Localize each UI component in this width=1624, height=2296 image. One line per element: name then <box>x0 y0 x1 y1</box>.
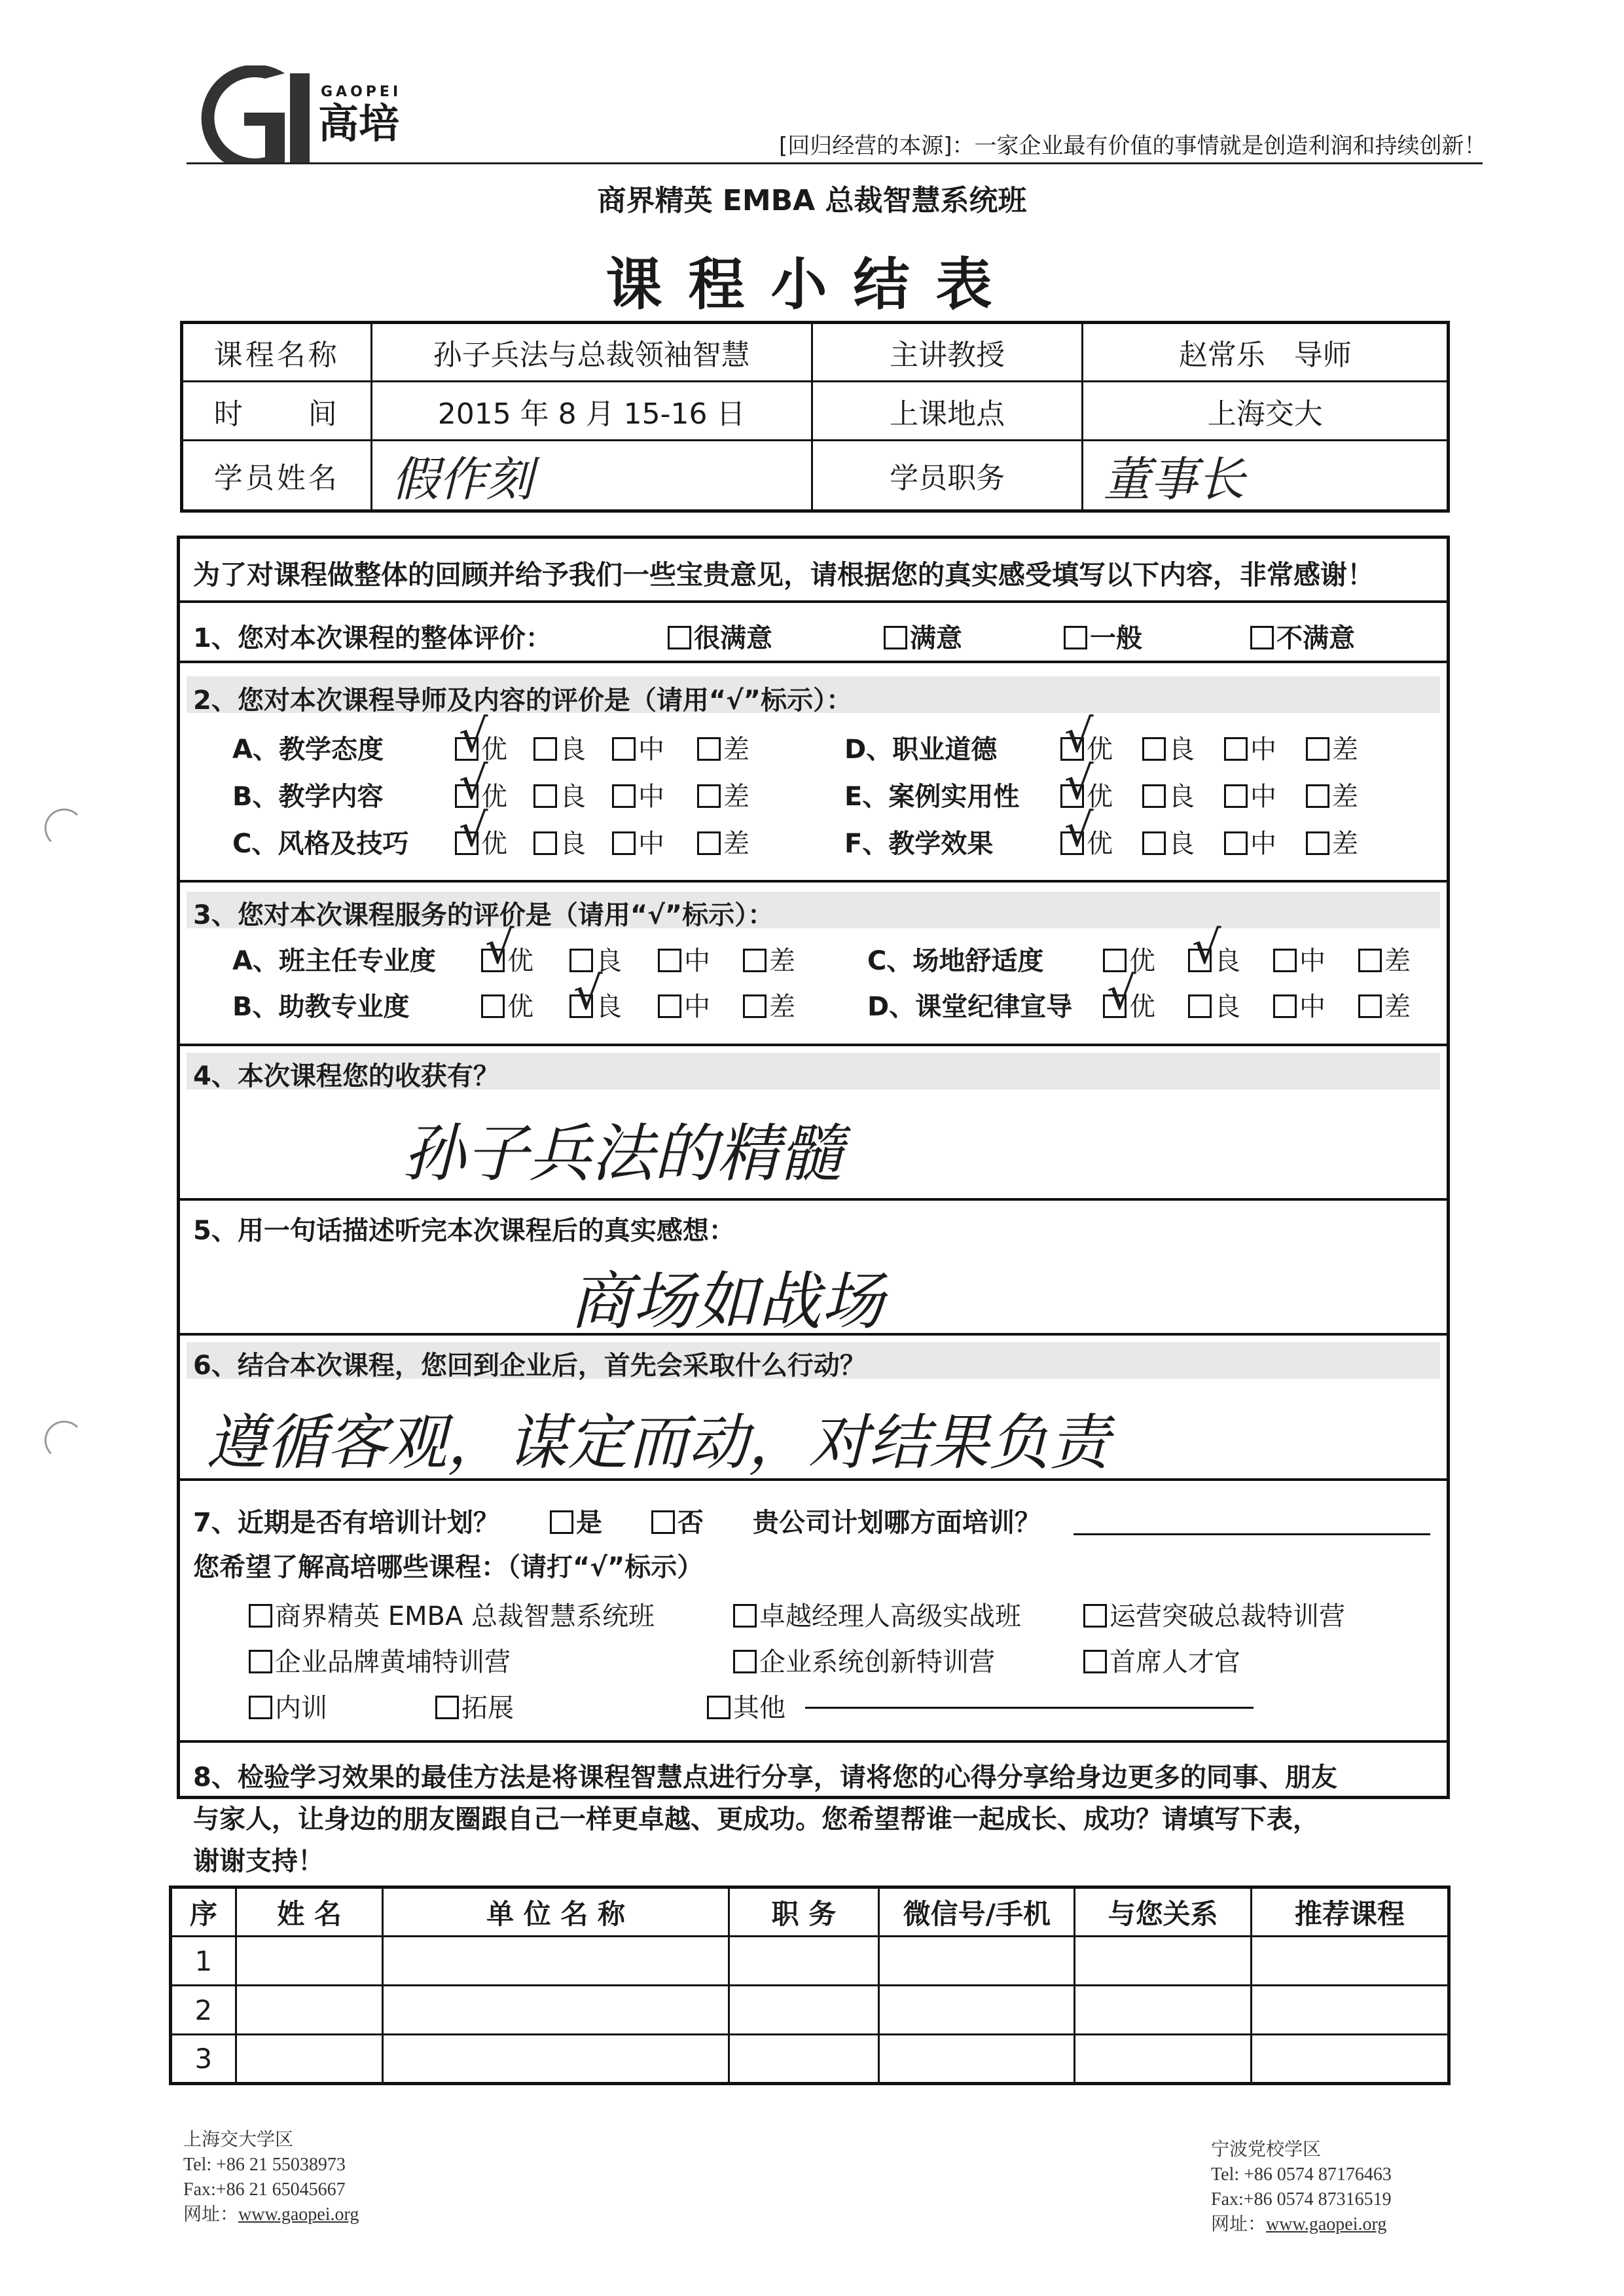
info-row <box>182 441 1449 511</box>
checkbox[interactable] <box>1358 949 1382 972</box>
q2-grade-option[interactable]: 中 <box>612 823 664 860</box>
referral-row <box>171 1986 1449 2035</box>
q3-grade-option[interactable]: 良 <box>569 940 622 977</box>
q3-grade-option[interactable]: 中 <box>658 986 710 1023</box>
q2-item-label: F、教学效果 <box>844 829 994 859</box>
checkbox[interactable] <box>697 737 721 761</box>
survey-section <box>177 536 1450 1876</box>
q2-row <box>180 663 1447 883</box>
student-name-label: 学员姓名 <box>182 441 372 511</box>
q3-item-label: A、班主任专业度 <box>232 946 436 976</box>
q3-item-label: D、课堂纪律宣导 <box>867 992 1073 1022</box>
q1-label: 1、您对本次课程的整体评价： <box>193 623 552 653</box>
professor-value[interactable]: 赵常乐 导师 <box>1083 323 1449 382</box>
referral-cell[interactable] <box>729 1986 878 2035</box>
checkbox[interactable] <box>697 784 721 808</box>
q2-grade-option[interactable]: 差 <box>697 823 749 860</box>
referral-cell[interactable] <box>383 2035 729 2084</box>
q1-row <box>180 603 1447 663</box>
referral-row-index: 1 <box>171 1937 236 1986</box>
q3-grade-option[interactable]: 差 <box>743 940 795 977</box>
q3-grade-option[interactable]: 中 <box>1273 986 1326 1023</box>
handwritten-check-mark: √ <box>485 920 514 974</box>
q7-course-option[interactable]: 其他 <box>707 1687 785 1724</box>
location-value[interactable]: 上海交大 <box>1083 382 1449 441</box>
survey-intro-row <box>180 539 1447 603</box>
q2-grade-option[interactable]: 良 <box>533 729 586 766</box>
q3-grade-option[interactable]: 中 <box>658 940 710 977</box>
col-header-recommended-course: 推荐课程 <box>1251 1887 1449 1937</box>
q4-label: 4、本次课程您的收获有？ <box>193 1061 499 1091</box>
footer-left-tel: Tel: +86 21 55038973 <box>183 2155 346 2175</box>
referral-cell[interactable] <box>1075 2035 1251 2084</box>
q7-course-option[interactable]: 企业品牌黄埔特训营 <box>249 1641 511 1679</box>
referral-row <box>171 2035 1449 2084</box>
q7-course-option[interactable]: 首席人才官 <box>1083 1641 1240 1679</box>
gaopei-logo <box>187 65 448 170</box>
punch-hole <box>45 1421 84 1460</box>
q8-line: 8、检验学习效果的最佳方法是将课程智慧点进行分享，请将您的心得分享给身边更多的同事、朋友 <box>193 1762 1337 1793</box>
checkbox[interactable] <box>249 1650 272 1673</box>
footer-right-tel: Tel: +86 0574 87176463 <box>1211 2164 1392 2185</box>
q3-grade-option[interactable]: 优 <box>481 986 533 1023</box>
handwritten-check-mark: √ <box>459 709 488 763</box>
handwritten-check-mark: √ <box>1107 966 1136 1020</box>
course-series-title: 商界精英 EMBA 总裁智慧系统班 <box>597 184 1027 217</box>
checkbox[interactable] <box>884 626 907 649</box>
q2-grade-option[interactable]: 中 <box>612 776 664 813</box>
q4-row <box>180 1046 1447 1201</box>
checkbox[interactable] <box>743 994 767 1018</box>
handwritten-check-mark: √ <box>1064 709 1094 763</box>
q3-grade-option[interactable]: 良 <box>1188 986 1240 1023</box>
checkbox[interactable] <box>533 784 557 808</box>
checkbox[interactable] <box>668 626 691 649</box>
q7-course-option[interactable]: 卓越经理人高级实战班 <box>733 1595 1021 1633</box>
checkbox[interactable] <box>612 831 636 855</box>
q8-line: 谢谢支持！ <box>193 1846 324 1876</box>
q2-item-label: D、职业道德 <box>844 735 998 765</box>
q2-item-label: E、案例实用性 <box>844 782 1020 812</box>
referral-cell[interactable] <box>383 1986 729 2035</box>
q6-label: 6、结合本次课程，您回到企业后，首先会采取什么行动？ <box>193 1351 866 1381</box>
checkbox[interactable] <box>249 1604 272 1628</box>
col-header-index: 序 <box>171 1887 236 1937</box>
form-title: 课程小结表 <box>605 252 1019 318</box>
q3-grade-option[interactable]: 差 <box>1358 986 1411 1023</box>
checkbox[interactable] <box>612 737 636 761</box>
checkbox[interactable] <box>481 994 505 1018</box>
q7-course-option[interactable]: 商界精英 EMBA 总裁智慧系统班 <box>249 1595 655 1633</box>
q2-item-label: C、风格及技巧 <box>232 829 409 859</box>
q3-grade-option[interactable]: 优 <box>1103 986 1155 1023</box>
checkbox[interactable] <box>1142 784 1166 808</box>
checkbox[interactable] <box>533 831 557 855</box>
checkbox[interactable] <box>1224 831 1248 855</box>
q7-course-option[interactable]: 拓展 <box>435 1687 514 1724</box>
q1-option-satisfied[interactable]: 满意 <box>884 617 962 655</box>
time-value[interactable]: 2015 年 8 月 15-16 日 <box>371 382 812 441</box>
q5-label: 5、用一句话描述听完本次课程后的真实感想： <box>193 1216 735 1246</box>
handwritten-check-mark: √ <box>459 756 488 810</box>
q2-grade-option[interactable]: 差 <box>1306 823 1358 860</box>
q8-line: 与家人，让身边的朋友圈跟自己一样更卓越、更成功。您希望帮谁一起成长、成功？请填写下表， <box>193 1804 1319 1834</box>
q3-grade-option[interactable]: 优 <box>1103 940 1155 977</box>
q2-grade-option[interactable]: 良 <box>1142 776 1195 813</box>
footer-right-fax: Fax:+86 0574 87316519 <box>1211 2189 1392 2210</box>
footer-left-web: 网址：www.gaopei.org <box>183 2204 359 2225</box>
q2-grade-option[interactable]: 中 <box>1224 823 1276 860</box>
q3-row <box>180 883 1447 1046</box>
checkbox[interactable] <box>658 949 681 972</box>
checkbox[interactable] <box>743 949 767 972</box>
q3-grade-option[interactable]: 优 <box>481 940 533 977</box>
q6-row <box>180 1336 1447 1481</box>
q2-grade-option[interactable]: 优 <box>455 729 507 766</box>
q3-grade-option[interactable]: 差 <box>1358 940 1411 977</box>
q5-handwritten-answer[interactable]: 商场如战场 <box>569 1265 884 1338</box>
q2-grade-option[interactable]: 差 <box>697 729 749 766</box>
q2-grade-option[interactable]: 中 <box>1224 776 1276 813</box>
q7-option-yes[interactable]: 是 <box>550 1502 602 1539</box>
header-divider <box>187 162 1483 164</box>
q3-item-label: C、场地舒适度 <box>867 946 1044 976</box>
checkbox[interactable] <box>1083 1604 1107 1628</box>
q1-option-very-satisfied[interactable]: 很满意 <box>668 617 772 655</box>
q8-prompt <box>193 1757 1337 1882</box>
q5-row <box>180 1201 1447 1336</box>
checkbox[interactable] <box>707 1696 731 1719</box>
slogan: [回归经营的本源]：一家企业最有价值的事情就是创造利润和持续创新！ <box>779 133 1487 159</box>
q2-grade-option[interactable]: 差 <box>1306 776 1358 813</box>
checkbox[interactable] <box>651 1510 675 1534</box>
referral-body <box>171 1937 1449 2084</box>
checkbox[interactable] <box>1250 626 1274 649</box>
student-name-handwritten[interactable]: 假作刻 <box>371 441 812 511</box>
checkbox[interactable] <box>249 1696 272 1719</box>
checkbox[interactable] <box>612 784 636 808</box>
checkbox[interactable] <box>1224 784 1248 808</box>
q2-grade-option[interactable]: 良 <box>533 823 586 860</box>
checkbox[interactable] <box>1142 831 1166 855</box>
checkbox[interactable] <box>1306 831 1329 855</box>
logo-text-en: GAOPEI <box>321 84 402 100</box>
referral-row <box>171 1937 1449 1986</box>
q7-plan-answer-line[interactable] <box>1074 1533 1430 1535</box>
footer-left <box>183 2128 359 2227</box>
q2-grade-option[interactable]: 优 <box>1060 776 1113 813</box>
referral-cell[interactable] <box>236 2035 382 2084</box>
q7-course-option[interactable]: 内训 <box>249 1687 327 1724</box>
referral-cell[interactable] <box>879 1986 1075 2035</box>
q7-plan-question: 贵公司计划哪方面培训？ <box>753 1508 1041 1538</box>
handwritten-check-mark: √ <box>459 803 488 857</box>
q6-handwritten-answer[interactable]: 遵循客观，谋定而动，对结果负责 <box>206 1408 1110 1478</box>
q1-option-average[interactable]: 一般 <box>1064 617 1142 655</box>
checkbox[interactable] <box>1273 949 1297 972</box>
location-label: 上课地点 <box>812 382 1083 441</box>
q2-grade-option[interactable]: 差 <box>1306 729 1358 766</box>
col-header-name: 姓 名 <box>236 1887 382 1937</box>
q2-item-label: A、教学态度 <box>232 735 384 765</box>
q3-grade-option[interactable]: 差 <box>743 986 795 1023</box>
referral-cell[interactable] <box>1251 1937 1449 1986</box>
referral-row-index: 3 <box>171 2035 236 2084</box>
logo-text-cn: 高培 <box>318 100 400 147</box>
q2-grade-option[interactable]: 优 <box>455 776 507 813</box>
handwritten-check-mark: √ <box>1064 803 1094 857</box>
handwritten-check-mark: √ <box>1192 920 1221 974</box>
referral-cell[interactable] <box>879 2035 1075 2084</box>
info-row <box>182 323 1449 382</box>
course-name-label: 课程名称 <box>182 323 372 382</box>
checkbox[interactable] <box>1306 784 1329 808</box>
referral-header-row <box>171 1887 1449 1937</box>
referral-cell[interactable] <box>383 1937 729 1986</box>
q2-grade-option[interactable]: 良 <box>1142 823 1195 860</box>
course-info-table <box>180 321 1450 513</box>
checkbox[interactable] <box>1224 737 1248 761</box>
q7-course-option[interactable]: 运营突破总裁特训营 <box>1083 1595 1345 1633</box>
footer-left-fax: Fax:+86 21 65045667 <box>183 2179 346 2200</box>
col-header-wechat-phone: 微信号/手机 <box>879 1887 1075 1937</box>
q7-row <box>180 1481 1447 1743</box>
q7-course-option[interactable]: 企业系统创新特训营 <box>733 1641 995 1679</box>
q3-item-label: B、助教专业度 <box>232 992 410 1022</box>
q7-option-no[interactable]: 否 <box>651 1502 704 1539</box>
checkbox[interactable] <box>733 1604 757 1628</box>
handwritten-check-mark: √ <box>1064 756 1094 810</box>
checkbox[interactable] <box>435 1696 459 1719</box>
survey-intro: 为了对课程做整体的回顾并给予我们一些宝贵意见，请根据您的真实感受填写以下内容，非常感谢！ <box>193 559 1374 591</box>
q7-label: 7、近期是否有培训计划？ <box>193 1508 499 1538</box>
col-header-company: 单 位 名 称 <box>383 1887 729 1937</box>
q2-grade-option[interactable]: 中 <box>612 729 664 766</box>
q2-grade-option[interactable]: 良 <box>533 776 586 813</box>
referral-cell[interactable] <box>879 1937 1075 1986</box>
student-position-handwritten[interactable]: 董事长 <box>1083 441 1449 511</box>
referral-cell[interactable] <box>1251 1986 1449 2035</box>
referral-row-index: 2 <box>171 1986 236 2035</box>
checkbox[interactable] <box>1273 994 1297 1018</box>
q2-grade-option[interactable]: 优 <box>455 823 507 860</box>
punch-hole <box>45 809 84 848</box>
checkbox[interactable] <box>1188 994 1212 1018</box>
q3-grade-option[interactable]: 良 <box>569 986 622 1023</box>
referral-cell[interactable] <box>1075 1937 1251 1986</box>
q2-grade-option[interactable]: 优 <box>1060 823 1113 860</box>
q3-label: 3、您对本次课程服务的评价是（请用“√”标示）： <box>193 900 774 930</box>
checkbox[interactable] <box>733 1650 757 1673</box>
checkbox[interactable] <box>1064 626 1087 649</box>
handwritten-check-mark: √ <box>573 966 603 1020</box>
referral-cell[interactable] <box>1251 2035 1449 2084</box>
q7-other-line[interactable] <box>805 1707 1254 1709</box>
footer-right-web-link[interactable]: www.gaopei.org <box>1266 2214 1387 2234</box>
checkbox[interactable] <box>1358 994 1382 1018</box>
q2-grade-option[interactable]: 中 <box>1224 729 1276 766</box>
q2-grade-option[interactable]: 优 <box>1060 729 1113 766</box>
checkbox[interactable] <box>697 831 721 855</box>
course-name-value[interactable]: 孙子兵法与总裁领袖智慧 <box>371 323 812 382</box>
checkbox[interactable] <box>658 994 681 1018</box>
checkbox[interactable] <box>1306 737 1329 761</box>
footer-right <box>1211 2138 1392 2237</box>
q2-grade-option[interactable]: 差 <box>697 776 749 813</box>
student-position-label: 学员职务 <box>812 441 1083 511</box>
col-header-position: 职 务 <box>729 1887 878 1937</box>
footer-right-web: 网址：www.gaopei.org <box>1211 2214 1387 2234</box>
q3-grade-option[interactable]: 中 <box>1273 940 1326 977</box>
time-label: 时 间 <box>182 382 372 441</box>
q2-grade-option[interactable]: 良 <box>1142 729 1195 766</box>
checkbox[interactable] <box>1083 1650 1107 1673</box>
referral-cell[interactable] <box>236 1986 382 2035</box>
checkbox[interactable] <box>533 737 557 761</box>
referral-cell[interactable] <box>236 1937 382 1986</box>
referral-table <box>169 1886 1451 2085</box>
referral-cell[interactable] <box>729 2035 878 2084</box>
info-row <box>182 382 1449 441</box>
checkbox[interactable] <box>1142 737 1166 761</box>
q7-wish-label: 您希望了解高培哪些课程：（请打“√”标示） <box>193 1552 704 1582</box>
referral-cell[interactable] <box>729 1937 878 1986</box>
checkbox[interactable] <box>550 1510 573 1534</box>
q4-handwritten-answer[interactable]: 孙子兵法的精髓 <box>403 1117 842 1190</box>
referral-cell[interactable] <box>1075 1986 1251 2035</box>
footer-left-campus: 上海交大学区 <box>183 2130 294 2150</box>
footer-right-campus: 宁波党校学区 <box>1211 2140 1322 2160</box>
q2-item-label: B、教学内容 <box>232 782 384 812</box>
footer-left-web-link[interactable]: www.gaopei.org <box>238 2204 359 2225</box>
q2-label: 2、您对本次课程导师及内容的评价是（请用“√”标示）： <box>193 685 853 716</box>
col-header-relationship: 与您关系 <box>1075 1887 1251 1937</box>
q3-grade-option[interactable]: 良 <box>1188 940 1240 977</box>
q1-option-dissatisfied[interactable]: 不满意 <box>1250 617 1355 655</box>
professor-label: 主讲教授 <box>812 323 1083 382</box>
